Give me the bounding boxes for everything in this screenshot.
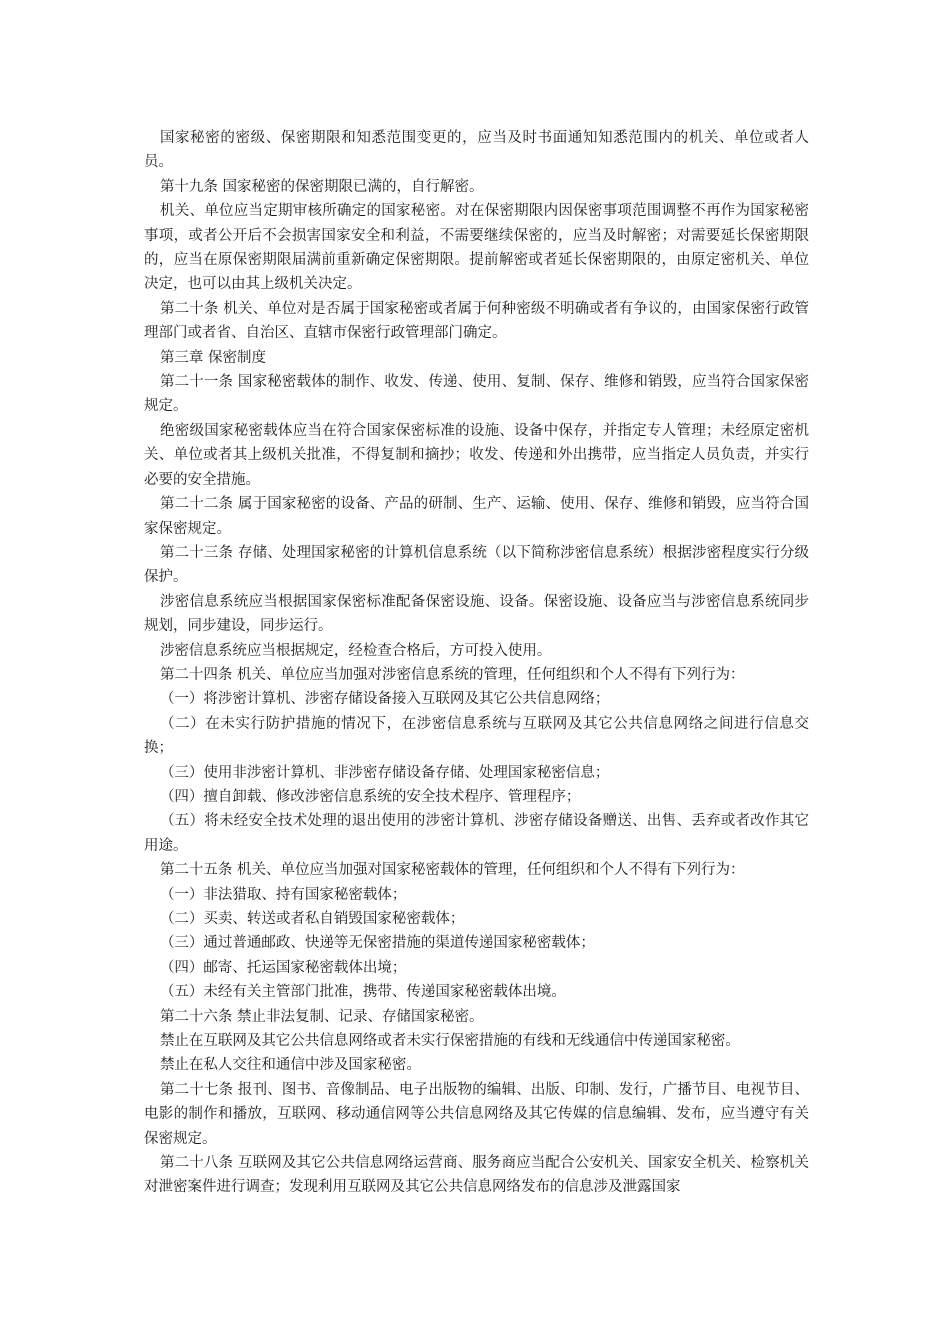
list-item: （三）使用非涉密计算机、非涉密存储设备存储、处理国家秘密信息； [159,764,610,781]
paragraph: 第二十四条 机关、单位应当加强对涉密信息系统的管理，任何组织和个人不得有下列行为： [159,666,745,683]
paragraph: 涉密信息系统应当根据国家保密标准配备保密设施、设备。保密设施、设备应当与涉密信息系统同步规划，同步建设，同步运行。 [144,593,809,635]
paragraph: 国家秘密的密级、保密期限和知悉范围变更的，应当及时书面通知知悉范围内的机关、单位或者人员。 [144,130,809,171]
list-item: （五）未经有关主管部门批准，携带、传递国家秘密载体出境。 [159,984,566,1001]
paragraph: 机关、单位应当定期审核所确定的国家秘密。对在保密期限内因保密事项范围调整不再作为国家秘密事项，或者公开后不会损害国家安全和利益，不需要继续保密的，应当及时解密；对需要延长保密期限的，应当在原保密期限届满前重新确定保密期限。提前解密或者延长保密期限的，由原定密机关、单位决定，也可以由其上级机关决定。 [144,203,809,293]
list-item: （二）买卖、转送或者私自销毁国家秘密载体； [159,911,465,927]
paragraph: 第二十七条 报刊、图书、音像制品、电子出版物的编辑、出版、印制、发行，广播节目、电视节目、电影的制作和播放，互联网、移动通信网等公共信息网络及其它传媒的信息编辑、发布，应当遵守有关保密规定。 [144,1081,809,1147]
list-item: （二）在未实行防护措施的情况下，在涉密信息系统与互联网及其它公共信息网络之间进行信息交换； [144,715,809,757]
paragraph: 第二十八条 互联网及其它公共信息网络运营商、服务商应当配合公安机关、国家安全机关、检察机关对泄密案件进行调查；发现利用互联网及其它公共信息网络发布的信息涉及泄露国家 [144,1155,809,1196]
list-item: （一）非法猎取、持有国家秘密载体； [159,886,407,903]
list-item: （一）将涉密计算机、涉密存储设备接入互联网及其它公共信息网络； [159,691,610,708]
document-body [144,126,809,1200]
list-item: （三）通过普通邮政、快递等无保密措施的渠道传递国家秘密载体； [159,935,595,952]
chapter-heading: 第三章 保密制度 [159,349,267,366]
paragraph: 第二十六条 禁止非法复制、记录、存储国家秘密。 [159,1008,484,1025]
paragraph: 第十九条 国家秘密的保密期限已满的，自行解密。 [159,178,484,195]
list-item: （五）将未经安全技术处理的退出使用的涉密计算机、涉密存储设备赠送、出售、丢弃或者改作其它用途。 [144,813,809,854]
paragraph: 禁止在私人交往和通信中涉及国家秘密。 [159,1057,421,1074]
list-item: （四）邮寄、托运国家秘密载体出境； [159,959,407,976]
paragraph: 第二十三条 存储、处理国家秘密的计算机信息系统（以下简称涉密信息系统）根据涉密程度实行分级保护。 [144,544,809,586]
paragraph: 禁止在互联网及其它公共信息网络或者未实行保密措施的有线和无线通信中传递国家秘密。 [159,1033,740,1050]
paragraph: 绝密级国家秘密载体应当在符合国家保密标准的设施、设备中保存，并指定专人管理；未经原定密机关、单位或者其上级机关批准，不得复制和摘抄；收发、传递和外出携带，应当指定人员负责，并实行必要的安全措施。 [144,422,809,488]
paragraph: 第二十二条 属于国家秘密的设备、产品的研制、生产、运输、使用、保存、维修和销毁，应当符合国家保密规定。 [144,496,809,537]
paragraph: 第二十一条 国家秘密载体的制作、收发、传递、使用、复制、保存、维修和销毁，应当符合国家保密规定。 [144,374,809,415]
list-item: （四）擅自卸载、修改涉密信息系统的安全技术程序、管理程序； [159,788,581,805]
paragraph: 涉密信息系统应当根据规定，经检查合格后，方可投入使用。 [159,642,552,659]
paragraph: 第二十条 机关、单位对是否属于国家秘密或者属于何种密级不明确或者有争议的，由国家保密行政管理部门或者省、自治区、直辖市保密行政管理部门确定。 [144,300,809,342]
paragraph: 第二十五条 机关、单位应当加强对国家秘密载体的管理，任何组织和个人不得有下列行为： [159,862,745,879]
